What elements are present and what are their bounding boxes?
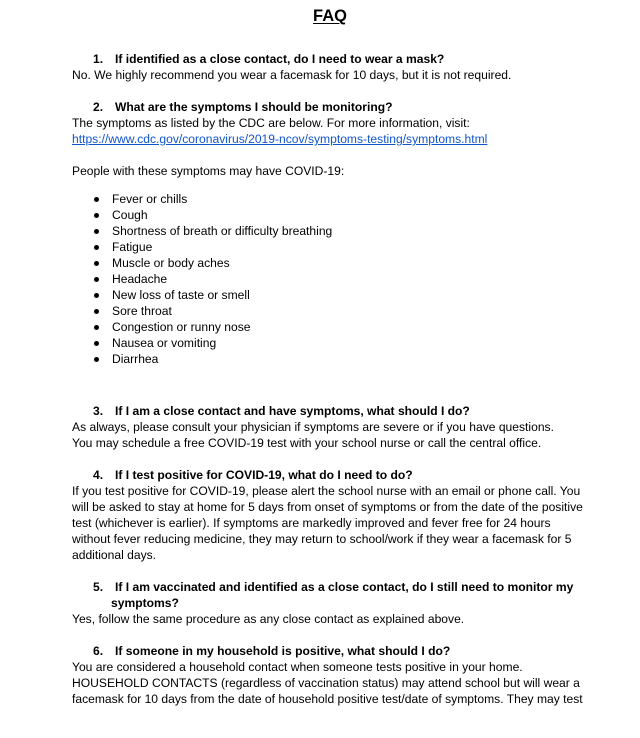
question-number: 2.: [93, 100, 104, 114]
faq-item-4: [72, 467, 592, 563]
list-item: Muscle or body aches: [72, 255, 332, 271]
faq-item-5: [72, 579, 592, 627]
question-text: If I am vaccinated and identified as a close contact, do I still need to monitor my: [115, 580, 574, 594]
faq-answer-4-line: without fever reducing medicine, they may return to school/work if they wear a facemask for 5: [72, 532, 572, 546]
page-title: FAQ: [313, 7, 347, 25]
question-text: If identified as a close contact, do I need to wear a mask?: [115, 52, 445, 66]
faq-answer-4-line: will be asked to stay at home for 5 days from onset of symptoms or from the date of the positive: [72, 500, 583, 514]
faq-answer-4-line: If you test positive for COVID-19, please alert the school nurse with an email or phone call. You: [72, 484, 581, 498]
cdc-symptoms-link[interactable]: https://www.cdc.gov/coronavirus/2019-ncov/symptoms-testing/symptoms.html: [72, 132, 488, 146]
faq-question-6: [72, 643, 592, 659]
faq-item-1: [72, 51, 592, 83]
faq-answer-5: Yes, follow the same procedure as any close contact as explained above.: [72, 612, 465, 626]
list-item: Cough: [72, 207, 332, 223]
faq-item-2: [72, 99, 592, 179]
faq-answer-4-line: test (whichever is earlier). If symptoms are markedly improved and fever free for 24 hours: [72, 516, 551, 530]
list-item: Fever or chills: [72, 191, 332, 207]
question-number: 4.: [93, 468, 104, 482]
faq-question-2: [72, 99, 592, 115]
question-number: 1.: [93, 52, 104, 66]
faq-answer-3-line: As always, please consult your physician if symptoms are severe or if you have questions.: [72, 420, 554, 434]
list-item: New loss of taste or smell: [72, 287, 332, 303]
list-item: Nausea or vomiting: [72, 335, 332, 351]
question-text: If I am a close contact and have symptoms, what should I do?: [115, 404, 470, 418]
faq-question-3: [72, 403, 592, 419]
faq-answer-6-line: HOUSEHOLD CONTACTS (regardless of vaccination status) may attend school but will wear a: [72, 676, 580, 690]
list-item: Fatigue: [72, 239, 332, 255]
question-text: What are the symptoms I should be monitoring?: [115, 100, 393, 114]
faq-question-5: [72, 579, 592, 611]
question-text: If someone in my household is positive, what should I do?: [115, 644, 451, 658]
faq-answer-6-line: You are considered a household contact when someone tests positive in your home.: [72, 660, 523, 674]
faq-answer-2: The symptoms as listed by the CDC are below. For more information, visit:: [72, 116, 470, 130]
faq-answer-4-line: additional days.: [72, 548, 157, 562]
faq-answer-6-line: facemask for 10 days from the date of household positive test/date of symptoms. They may test: [72, 692, 583, 706]
faq-question-4: [72, 467, 592, 483]
question-number: 3.: [93, 404, 104, 418]
question-number: 6.: [93, 644, 104, 658]
list-item: Shortness of breath or difficulty breathing: [72, 223, 332, 239]
faq-answer-1: No. We highly recommend you wear a facemask for 10 days, but it is not required.: [72, 68, 512, 82]
faq-item-3: [72, 403, 592, 451]
question-text: If I test positive for COVID-19, what do I need to do?: [115, 468, 413, 482]
question-number: 5.: [93, 580, 104, 594]
faq-question-1: [72, 51, 592, 67]
faq-answer-3-line: You may schedule a free COVID-19 test with your school nurse or call the central office.: [72, 436, 542, 450]
symptoms-intro: People with these symptoms may have COVID-19:: [72, 164, 345, 178]
list-item: Diarrhea: [72, 351, 332, 367]
list-item: Congestion or runny nose: [72, 319, 332, 335]
faq-item-6: [72, 643, 592, 707]
question-text-continued: symptoms?: [111, 596, 179, 610]
list-item: Headache: [72, 271, 332, 287]
symptoms-list: [72, 191, 332, 367]
list-item: Sore throat: [72, 303, 332, 319]
